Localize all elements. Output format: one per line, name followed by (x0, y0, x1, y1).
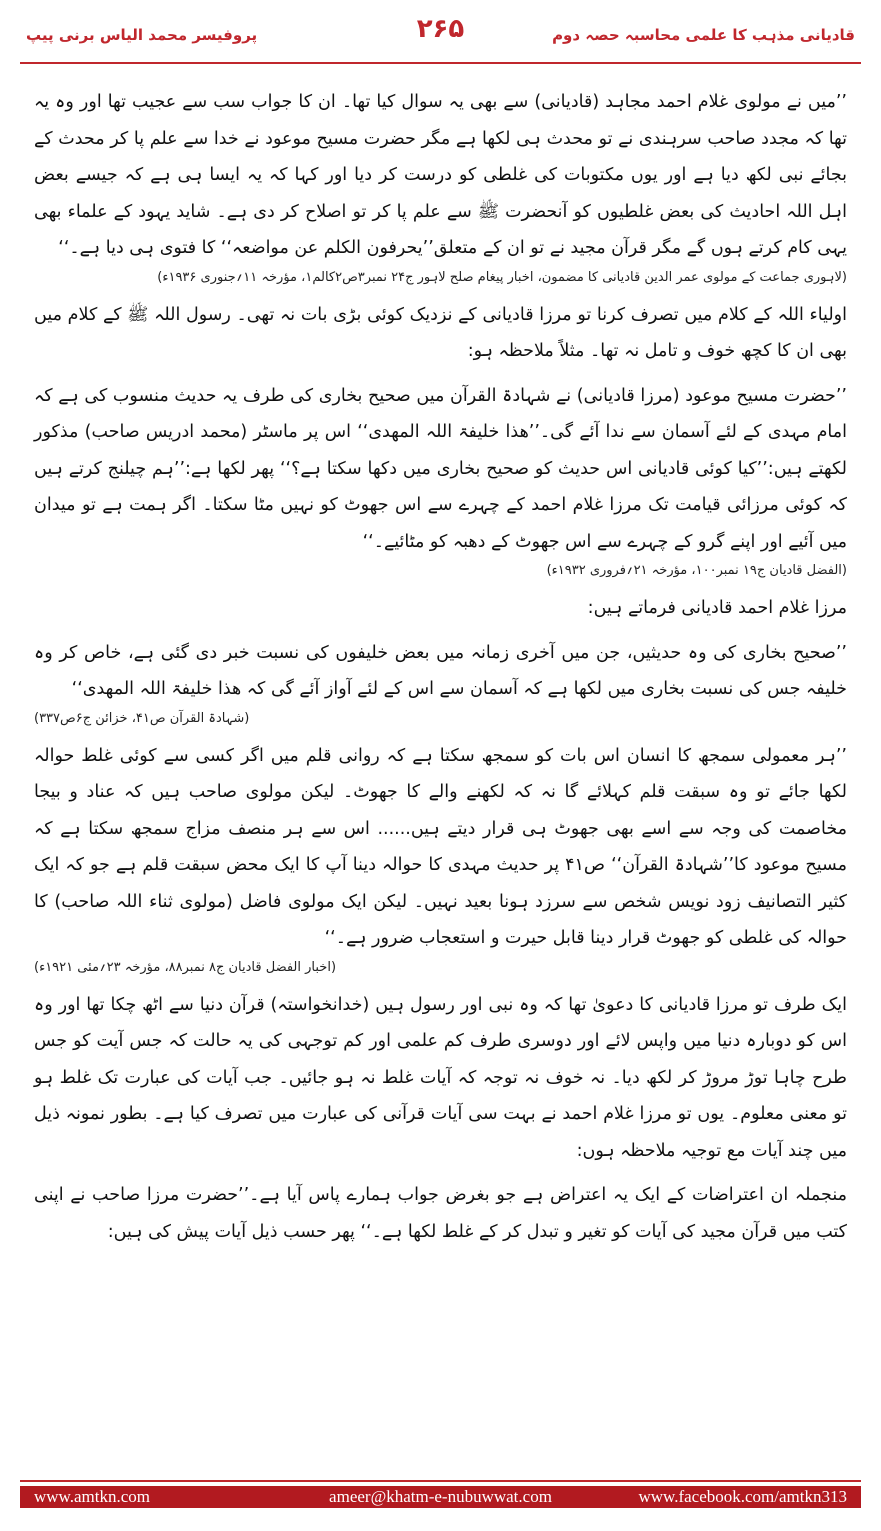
paragraph-text: ’’میں نے مولوی غلام احمد مجاہد (قادیانی) سے بھی یہ سوال کیا تھا۔ ان کا جواب سب سے عجیب تھا اور وہ یہ تھا کہ مجدد صاحب سرہندی نے تو محدث ہی لکھا ہے مگر حضرت مسیح موعود نے خدا سے علم پا کر محدث کے بجائے نبی لکھ دیا ہے اور یوں مکتوبات کی غلطی کو درست کر دیا اور کہا کہ یہ ایسا ہی ہے کہ جیسے بعض اہل اللہ احادیث کی بعض غلطیوں کو آنحضرت ﷺ سے علم پا کر تو اصلاح کر دی ہے۔ شاید یہود کے علماء بھی یہی کام کرتے ہوں گے مگر قرآن مجید نے تو ان کے متعلق’’یحرفون الکلم عن مواضعہ‘‘ کا فتوی ہی دیا ہے۔‘‘ (34, 92, 847, 258)
paragraph (34, 84, 847, 289)
citation: (لاہوری جماعت کے مولوی عمر الدین قادیانی کا مضمون، اخبار پیغام صلح لاہور ج۲۴ نمبر۳ص۲کالم۱، مؤرخہ ۱۱؍جنوری ۱۹۳۶ء) (157, 269, 847, 285)
paragraph (34, 378, 847, 583)
paragraph-text: ’’حضرت مسیح موعود (مرزا قادیانی) نے شہادۃ القرآن میں صحیح بخاری کی طرف یہ حدیث منسوب کی ہے کہ امام مہدی کے لئے آسمان سے ندا آئے گی۔’’ھذا خلیفۃ اللہ المھدی‘‘ اس پر ماسٹر (محمد ادریس صاحب) مذکور لکھتے ہیں:’’کیا کوئی قادیانی اس حدیث کو صحیح بخاری میں دکھا سکتا ہے؟‘‘ پھر لکھا ہے:’’ہم چیلنج کرتے ہیں کہ کوئی مرزائی قیامت تک مرزا غلام احمد کے چہرے سے اس جھوٹ کو نہیں مٹا سکتا۔ اگر ہمت ہے تو میدان میں آئیے اور اپنے گرو کے چہرے سے اس جھوٹ کے دھبہ کو مٹائیے۔‘‘ (34, 385, 847, 552)
paragraph-text: منجملہ ان اعتراضات کے ایک یہ اعتراض ہے جو بغرض جواب ہمارے پاس آیا ہے۔’’حضرت مرزا صاحب نے اپنی کتب میں قرآن مجید کی آیات کو تغیر و تبدل کر کے غلط لکھا ہے۔‘‘ پھر حسب ذیل آیات پیش کی ہیں: (34, 1185, 847, 1242)
footer-divider (20, 1480, 861, 1482)
book-title: قادیانی مذہب کا علمی محاسبہ حصہ دوم (552, 26, 855, 44)
paragraph-text: ایک طرف تو مرزا قادیانی کا دعویٰ تھا کہ وہ نبی اور رسول ہیں (خدانخواستہ) قرآن دنیا سے اٹھ چکا تھا اور وہ اس کو دوبارہ دنیا میں واپس لائے اور دوسری طرف کم علمی اور کم توجہی کی یہ حالت کہ جس آیت کو جس طرح چاہا توڑ مروڑ کر لکھ دیا۔ نہ خوف نہ توجہ کہ آیات غلط نہ ہو جائیں۔ جب آیات کی عبارت تک غلط ہو تو معنی معلوم۔ یوں تو مرزا غلام احمد نے بہت سی آیات قرآنی کی عبارت میں تصرف کیا ہے۔ بطور نمونہ ذیل میں چند آیات مع توجیہ ملاحظہ ہوں: (34, 994, 847, 1161)
page-body (34, 84, 847, 1258)
website-link[interactable]: www.amtkn.com (34, 1487, 150, 1506)
author-name: پروفیسر محمد الیاس برنی پیپ (26, 26, 258, 44)
header-divider (20, 62, 861, 64)
paragraph-text: مرزا غلام احمد قادیانی فرماتے ہیں: (587, 598, 847, 618)
paragraph-text: اولیاء اللہ کے کلام میں تصرف کرنا تو مرزا قادیانی کے نزدیک کوئی بڑی بات نہ تھی۔ رسول اللہ ﷺ کے کلام میں بھی ان کا کچھ خوف و تامل نہ تھا۔ مثلاً ملاحظہ ہو: (34, 304, 847, 361)
page-number: ۲۶۵ (416, 14, 465, 44)
citation: (شہادۃ القرآن ص۴۱، خزائن ج۶ص۳۳۷) (34, 710, 250, 726)
paragraph (34, 738, 847, 979)
paragraph (34, 987, 847, 1170)
facebook-link[interactable]: www.facebook.com/amtkn313 (638, 1487, 847, 1506)
paragraph (34, 635, 847, 730)
page-footer (20, 1486, 861, 1508)
paragraph (34, 297, 847, 370)
paragraph-text: ’’ہر معمولی سمجھ کا انسان اس بات کو سمجھ سکتا ہے کہ روانی قلم میں اگر کسی سے کوئی غلط حوالہ لکھا جائے تو وہ سبقت قلم کہلائے گا نہ کہ لکھنے والے کا جھوٹ۔ لیکن مولوی صاحب ہیں کہ عناد و بیجا مخاصمت کی وجہ سے اسے بھی جھوٹ ہی قرار دیتے ہیں...... اس سے ہر منصف مزاج سمجھ سکتا ہے کہ مسیح موعود کا’’شہادۃ القرآن‘‘ ص۴۱ پر حدیث مہدی کا حوالہ دینا آپ کا ایک محض سبقت قلم ہے جو کہ ایک کثیر التصانیف زود نویس شخص سے سرزد ہونا بعید نہیں۔ لیکن ایک مولوی فاضل (مولوی ثناء اللہ صاحب) کا حوالہ کی غلطی کو جھوٹ قرار دینا قابل حیرت و استعجاب ضرور ہے۔‘‘ (34, 745, 847, 948)
citation: (اخبار الفضل قادیان ج۸ نمبر۸۸، مؤرخہ ۲۳؍مئی ۱۹۲۱ء) (34, 959, 337, 975)
paragraph-text: ’’صحیح بخاری کی وہ حدیثیں، جن میں آخری زمانہ میں بعض خلیفوں کی نسبت خبر دی گئی ہے، خاص کر وہ خلیفہ جس کی نسبت بخاری میں لکھا ہے کہ آسمان سے اس کے لئے آواز آئے گی کہ ھذا خلیفۃ اللہ المھدی‘‘ (34, 642, 847, 699)
page-header (20, 10, 861, 62)
email-link[interactable]: ameer@khatm-e-nubuwwat.com (329, 1487, 552, 1506)
paragraph (34, 1177, 847, 1250)
citation: (الفضل قادیان ج۱۹ نمبر۱۰۰، مؤرخہ ۲۱؍فروری ۱۹۳۲ء) (546, 563, 847, 578)
paragraph (34, 590, 847, 627)
